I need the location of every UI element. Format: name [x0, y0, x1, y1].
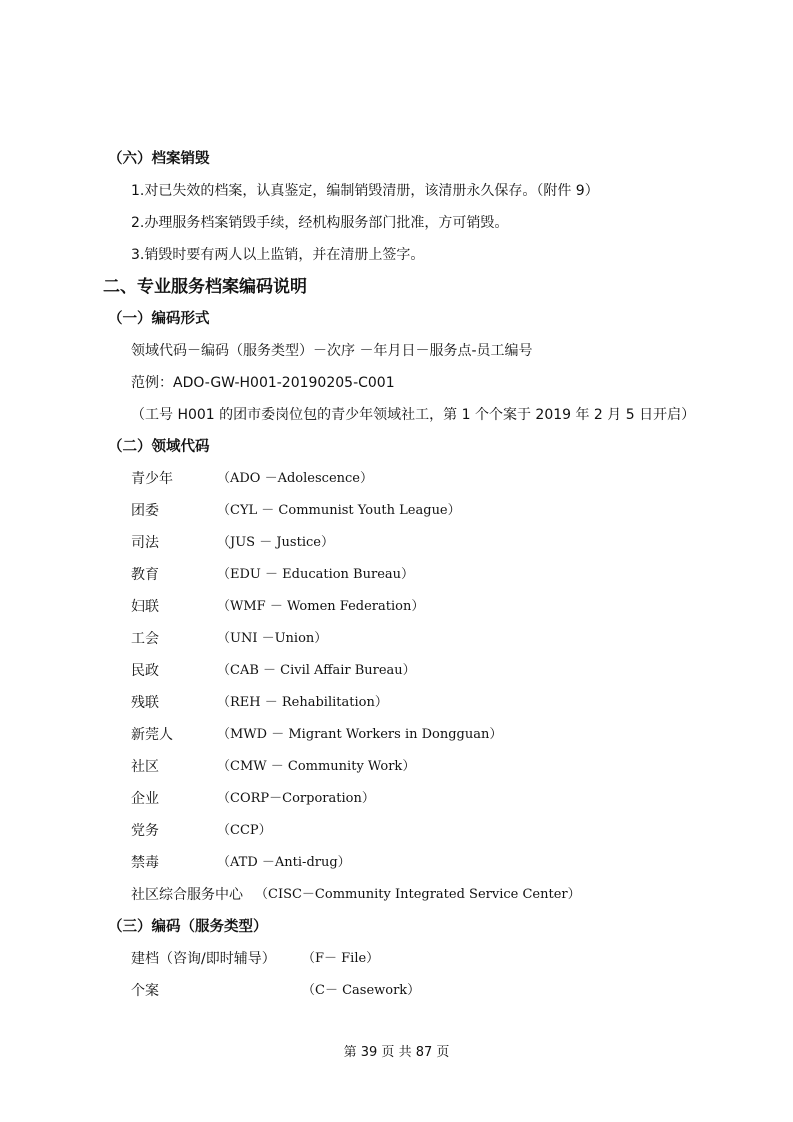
chapter-heading: 二、专业服务档案编码说明 — [103, 277, 307, 297]
section-heading-service-type: （三）编码（服务类型） — [108, 919, 268, 935]
domain-name: 新莞人 — [131, 727, 173, 743]
service-type-code: （F－ File） — [302, 951, 380, 966]
domain-name: 妇联 — [131, 599, 159, 615]
list-item: 3.销毁时要有两人以上监销，并在清册上签字。 — [131, 247, 425, 263]
domain-name: 教育 — [131, 567, 159, 583]
domain-code: （CAB － Civil Affair Bureau） — [217, 663, 416, 678]
domain-name: 企业 — [131, 791, 159, 807]
domain-name: 青少年 — [131, 471, 173, 487]
domain-name: 残联 — [131, 695, 159, 711]
code-format-text: 领域代码－编码（服务类型）－次序 －年月日－服务点-员工编号 — [131, 343, 533, 359]
domain-code: （ATD －Anti-drug） — [217, 855, 351, 870]
domain-name: 团委 — [131, 503, 159, 519]
service-type-name: 建档（咨询/即时辅导） — [131, 951, 276, 967]
domain-code: （UNI －Union） — [217, 631, 328, 646]
domain-name: 禁毒 — [131, 855, 159, 871]
domain-name: 社区综合服务中心 — [131, 887, 243, 903]
domain-code: （CYL － Communist Youth League） — [217, 503, 461, 518]
domain-code: （CISC－Community Integrated Service Center） — [255, 887, 581, 902]
page-number: 第 39 页 共 87 页 — [343, 1045, 450, 1060]
domain-name: 社区 — [131, 759, 159, 775]
section-heading-archive-destruction: （六）档案销毁 — [108, 151, 210, 167]
domain-code: （CCP） — [217, 823, 272, 838]
domain-name: 党务 — [131, 823, 159, 839]
code-example-text: 范例：ADO-GW-H001-20190205-C001 — [131, 375, 395, 391]
domain-code: （EDU － Education Bureau） — [217, 567, 415, 582]
domain-code: （CMW － Community Work） — [217, 759, 416, 774]
domain-code: （MWD － Migrant Workers in Dongguan） — [217, 727, 503, 742]
domain-code: （ADO －Adolescence） — [217, 471, 373, 486]
domain-code: （WMF － Women Federation） — [217, 599, 425, 614]
domain-name: 工会 — [131, 631, 159, 647]
list-item: 1.对已失效的档案，认真鉴定，编制销毁清册，该清册永久保存。（附件 9） — [131, 183, 599, 199]
section-heading-domain-codes: （二）领域代码 — [108, 439, 210, 455]
section-heading-code-format: （一）编码形式 — [108, 311, 210, 327]
domain-name: 司法 — [131, 535, 159, 551]
code-example-note: （工号 H001 的团市委岗位包的青少年领域社工，第 1 个个案于 2019 年 2 月 5 日开启） — [131, 407, 696, 423]
service-type-code: （C－ Casework） — [302, 983, 421, 998]
domain-name: 民政 — [131, 663, 159, 679]
domain-code: （CORP－Corporation） — [217, 791, 375, 806]
domain-code: （JUS － Justice） — [217, 535, 334, 550]
service-type-name: 个案 — [131, 983, 159, 999]
domain-code: （REH － Rehabilitation） — [217, 695, 388, 710]
list-item: 2.办理服务档案销毁手续，经机构服务部门批准，方可销毁。 — [131, 215, 509, 231]
